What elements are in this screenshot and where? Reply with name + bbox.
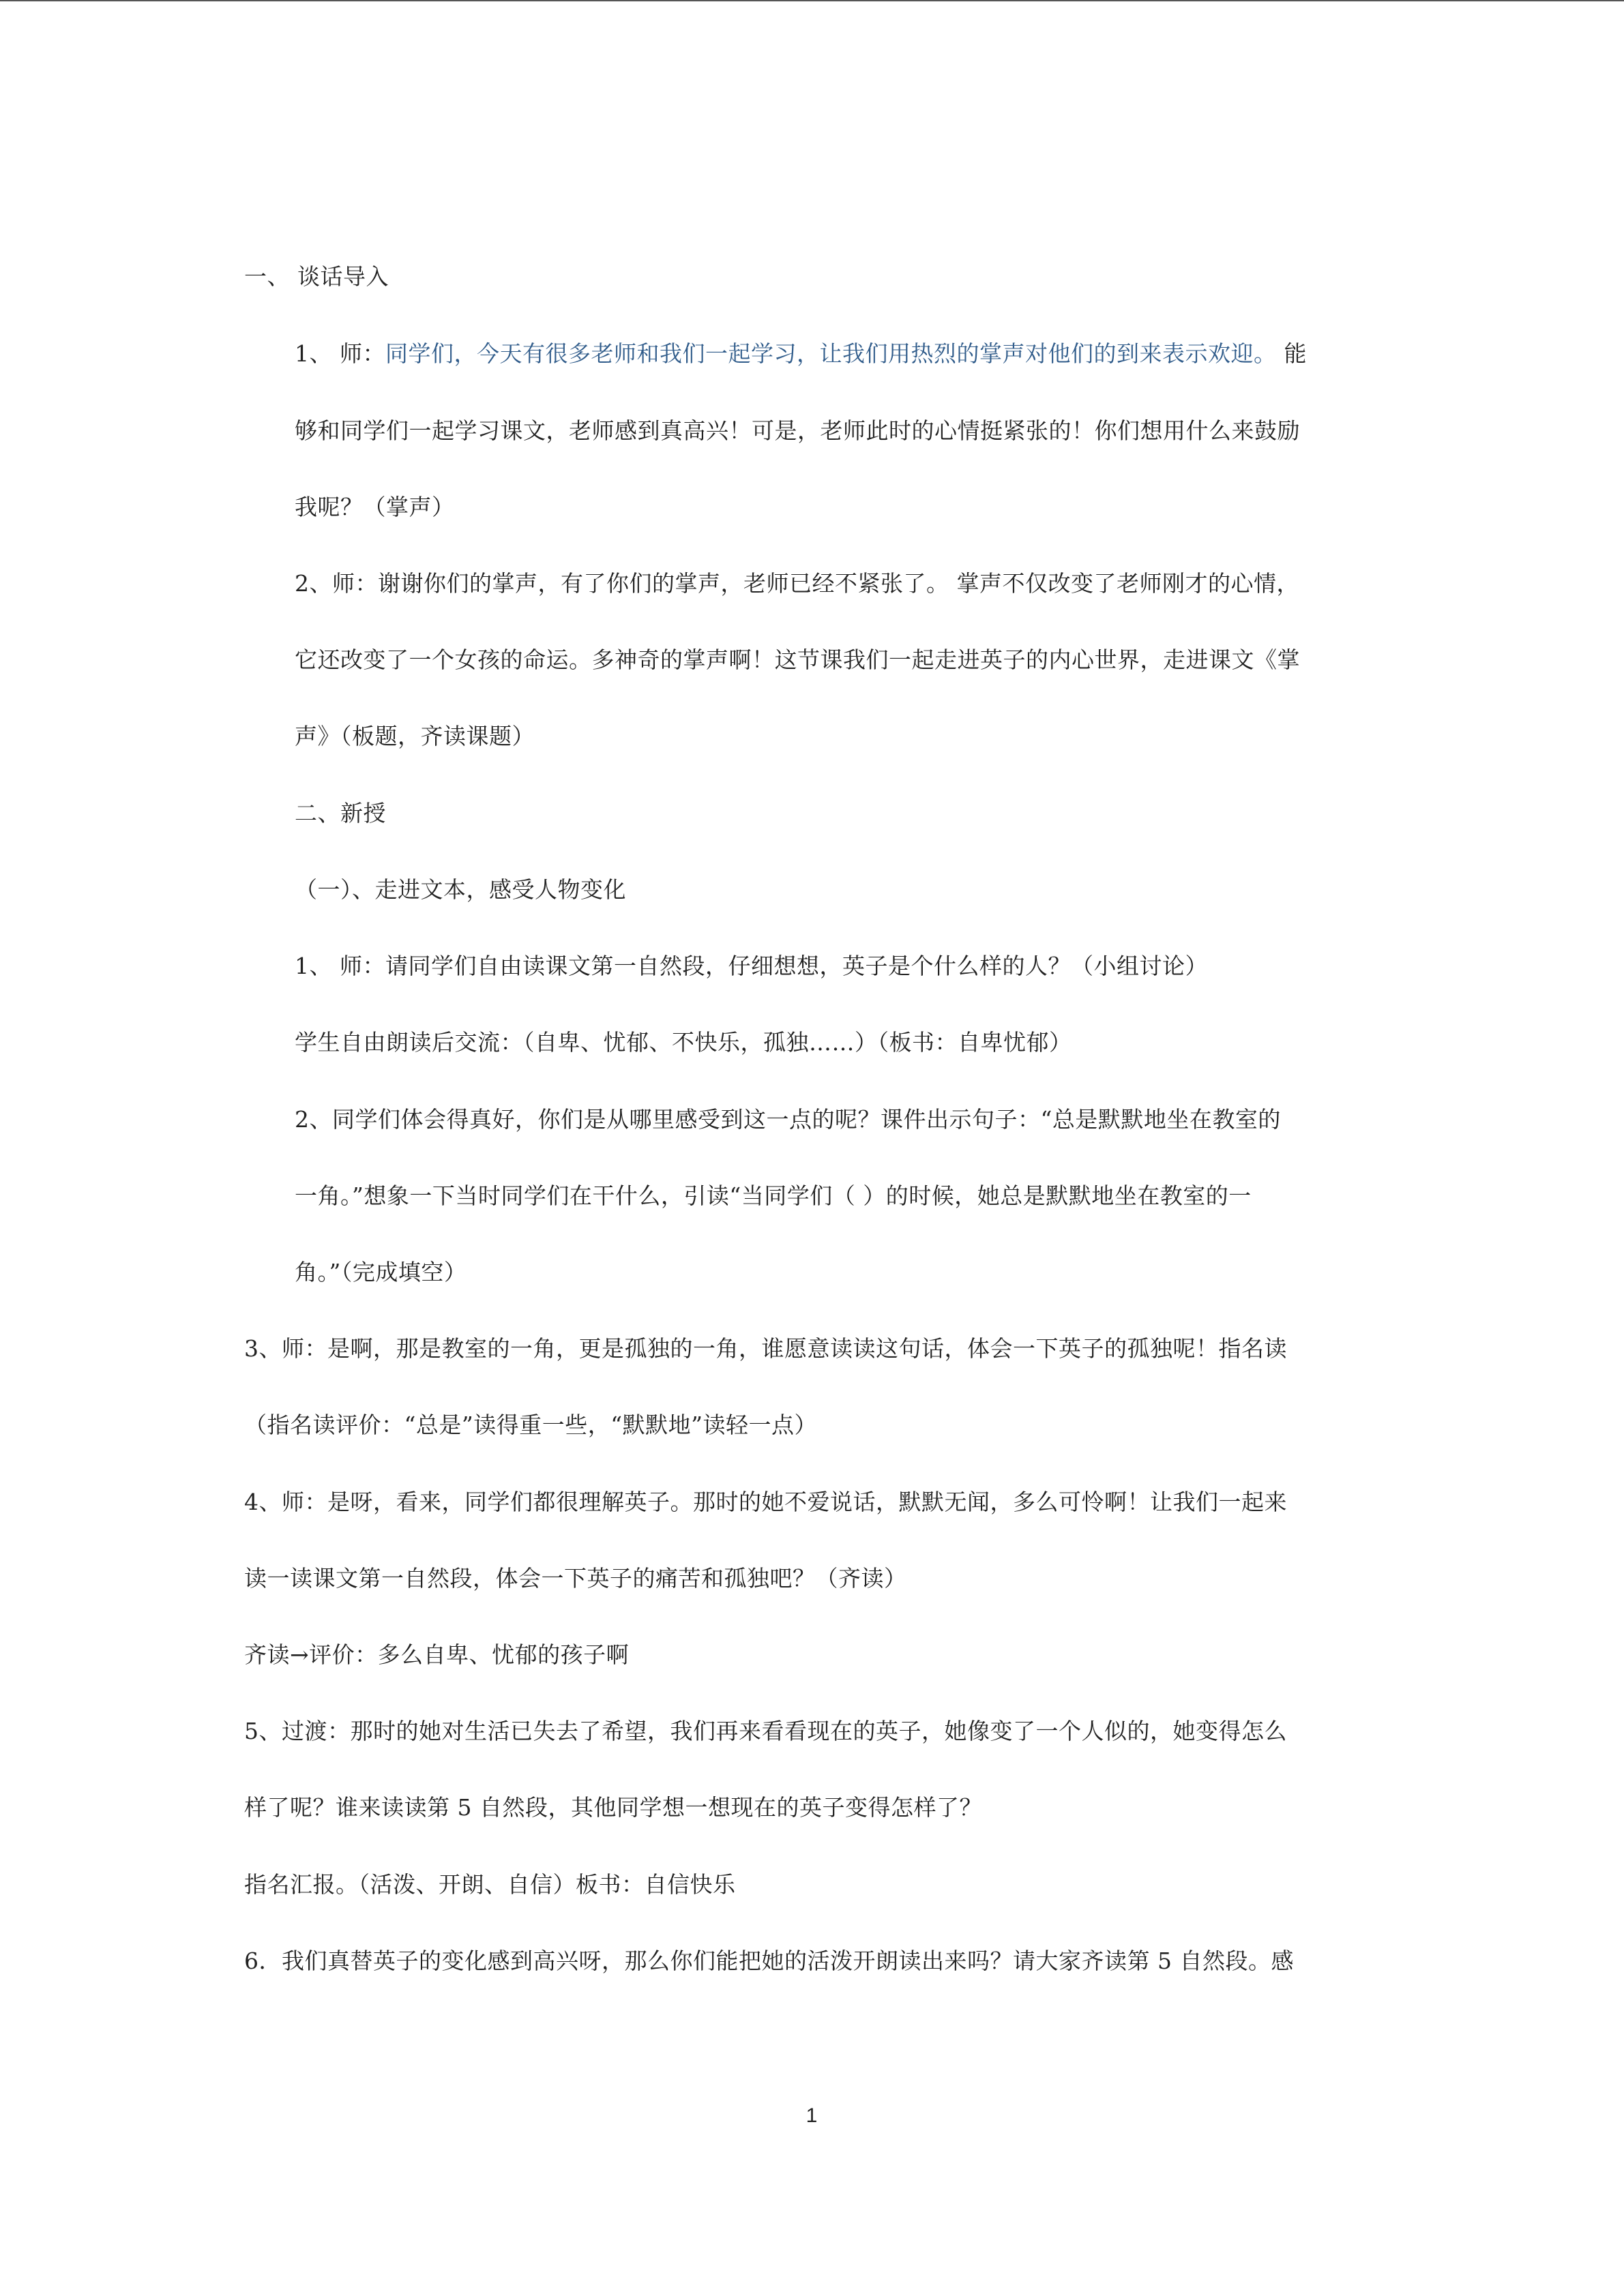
- section-heading-new: 二、新授: [295, 800, 386, 826]
- section-heading-intro: 一、 谈话导入: [244, 263, 389, 290]
- paragraph-line: 5、过渡：那时的她对生活已失去了希望，我们再来看看现在的英子，她像变了一个人似的，她变得怎么: [244, 1718, 1287, 1744]
- paragraph-line: 6．我们真替英子的变化感到高兴呀，那么你们能把她的活泼开朗读出来吗？请大家齐读第 5 自然段。感: [244, 1948, 1294, 1974]
- paragraph-line: 指名汇报。（活泼、开朗、自信）板书：自信快乐: [244, 1871, 736, 1898]
- paragraph-line: 我呢？（掌声）: [295, 494, 455, 520]
- paragraph-line: 角。”（完成填空）: [295, 1259, 467, 1285]
- paragraph-line: 2、师：谢谢你们的掌声，有了你们的掌声，老师已经不紧张了。 掌声不仅改变了老师刚才的心情，: [295, 570, 1299, 597]
- paragraph-line: 它还改变了一个女孩的命运。多神奇的掌声啊！这节课我们一起走进英子的内心世界，走进课文《掌: [295, 646, 1300, 673]
- paragraph-line: 2、同学们体会得真好，你们是从哪里感受到这一点的呢？课件出示句子：“总是默默地坐在教室的: [295, 1106, 1281, 1133]
- line-suffix: 能: [1276, 340, 1307, 367]
- top-border: [0, 0, 1624, 1]
- paragraph-line: 齐读→评价：多么自卑、忧郁的孩子啊: [244, 1641, 630, 1668]
- line-prefix: 1、 师：: [295, 340, 385, 367]
- paragraph-line: 读一读课文第一自然段，体会一下英子的痛苦和孤独吧？（齐读）: [244, 1565, 907, 1592]
- subsection-heading: （一）、走进文本，感受人物变化: [295, 876, 626, 903]
- paragraph-line: 4、师：是呀，看来，同学们都很理解英子。那时的她不爱说话，默默无闻，多么可怜啊！让我们一起来: [244, 1489, 1287, 1515]
- paragraph-line: 3、师：是啊，那是教室的一角，更是孤独的一角，谁愿意读读这句话，体会一下英子的孤独呢！指名读: [244, 1335, 1287, 1362]
- page-number: 1: [806, 2104, 818, 2127]
- paragraph-line: 一角。”想象一下当时同学们在干什么，引读“当同学们（ ）的时候，她总是默默地坐在教室的一: [295, 1182, 1252, 1209]
- paragraph-line: 够和同学们一起学习课文，老师感到真高兴！可是，老师此时的心情挺紧张的！你们想用什么来鼓励: [295, 417, 1300, 444]
- highlighted-text: 同学们，今天有很多老师和我们一起学习，让我们用热烈的掌声对他们的到来表示欢迎。: [385, 340, 1277, 367]
- paragraph-line: 声》（板题，齐读课题）: [295, 723, 535, 749]
- paragraph-line: 样了呢？谁来读读第 5 自然段，其他同学想一想现在的英子变得怎样了？: [244, 1794, 982, 1821]
- paragraph-line: （指名读评价：“总是”读得重一些，“默默地”读轻一点）: [244, 1412, 817, 1438]
- paragraph-line: 学生自由朗读后交流：（自卑、忧郁、不快乐，孤独……）（板书：自卑忧郁）: [295, 1029, 1072, 1056]
- paragraph-line: [295, 339, 1307, 369]
- paragraph-line: 1、 师：请同学们自由读课文第一自然段，仔细想想，英子是个什么样的人？（小组讨论）: [295, 953, 1208, 979]
